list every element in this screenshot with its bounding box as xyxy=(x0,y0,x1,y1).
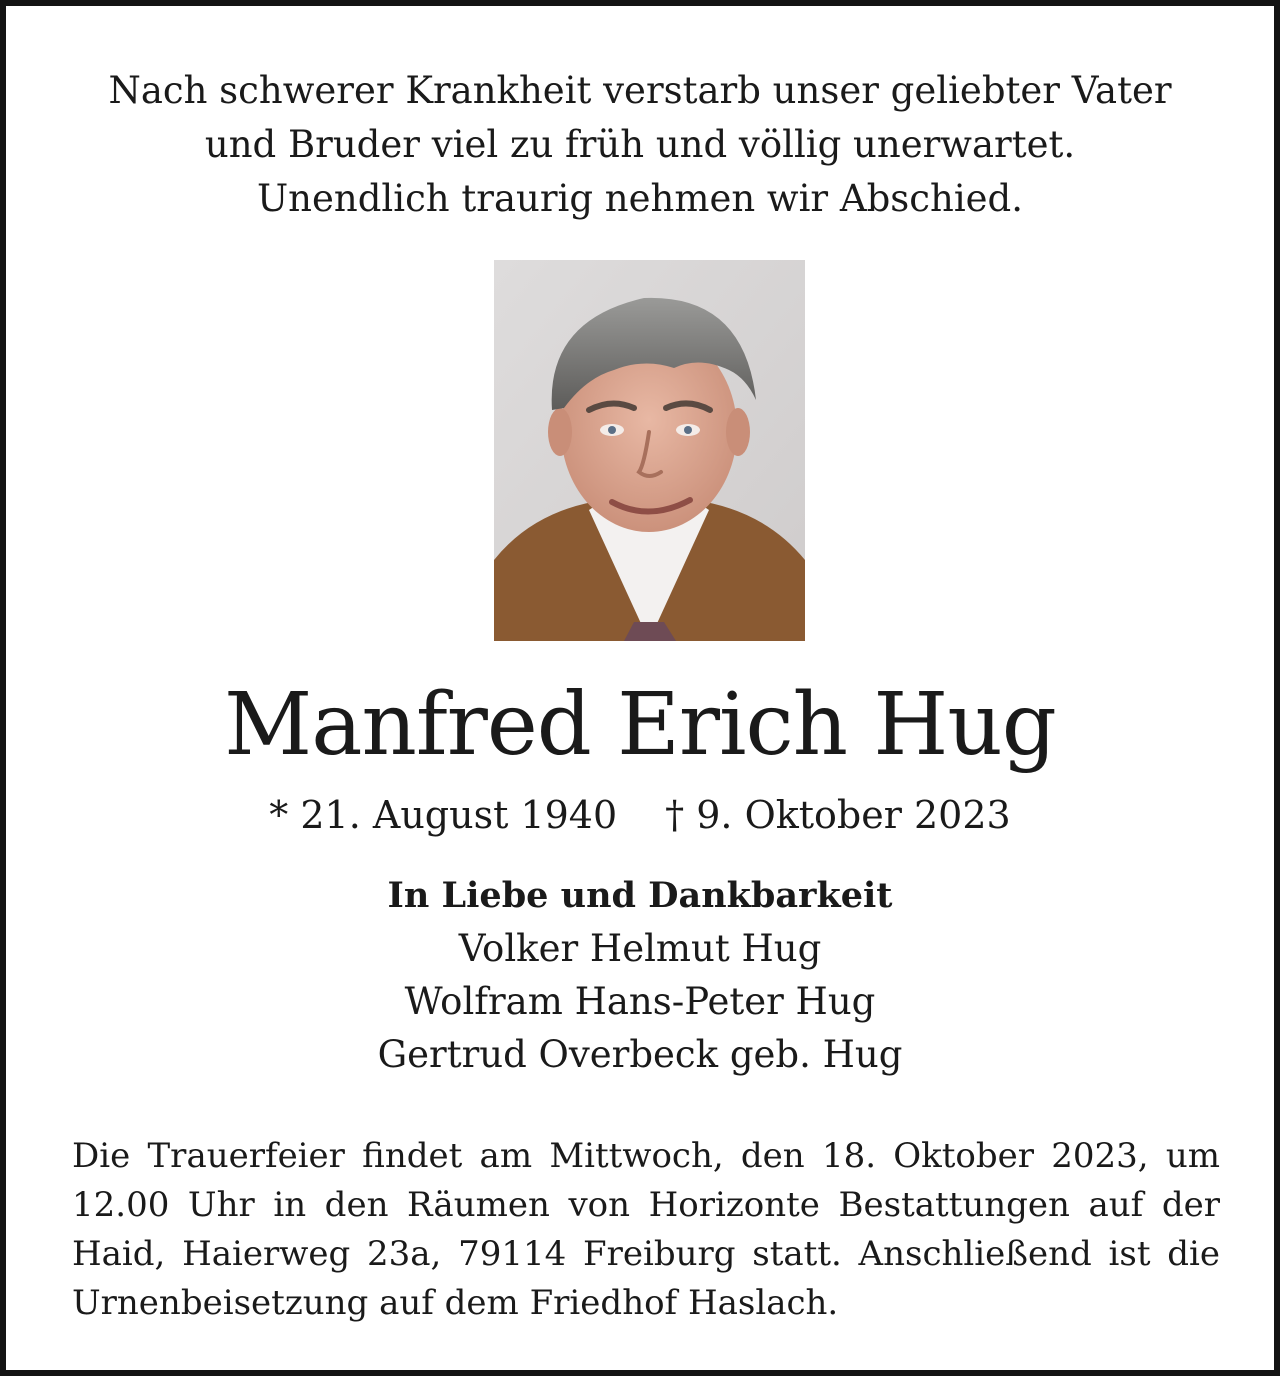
life-dates xyxy=(6,788,1274,842)
family-member: Wolfram Hans-Peter Hug xyxy=(404,980,876,1023)
family-member: Volker Helmut Hug xyxy=(458,927,822,970)
family-signature xyxy=(6,870,1274,1081)
family-member: Gertrud Overbeck geb. Hug xyxy=(377,1033,903,1076)
intro-line-3: Unendlich traurig nehmen wir Abschied. xyxy=(256,177,1023,220)
funeral-notice xyxy=(72,1132,1220,1328)
notice-line: 12.00 Uhr in den Räumen von Horizonte Bestattungen auf der xyxy=(72,1185,1220,1225)
notice-line: Die Trauerfeier findet am Mittwoch, den 18. Oktober 2023, um xyxy=(72,1136,1220,1176)
family-heading: In Liebe und Dankbarkeit xyxy=(387,875,893,916)
birth-date: * 21. August 1940 xyxy=(269,793,618,837)
notice-line: Haid, Haierweg 23a, 79114 Freiburg statt. Anschließend ist die xyxy=(72,1234,1220,1274)
portrait-photo xyxy=(494,260,805,641)
intro-line-1: Nach schwerer Krankheit verstarb unser geliebter Vater xyxy=(108,69,1172,112)
death-date: † 9. Oktober 2023 xyxy=(665,793,1011,837)
intro-text xyxy=(6,64,1274,226)
notice-line: Urnenbeisetzung auf dem Friedhof Haslach. xyxy=(72,1283,839,1323)
deceased-name: Manfred Erich Hug xyxy=(224,675,1056,775)
intro-line-2: und Bruder viel zu früh und völlig unerwartet. xyxy=(204,123,1076,166)
